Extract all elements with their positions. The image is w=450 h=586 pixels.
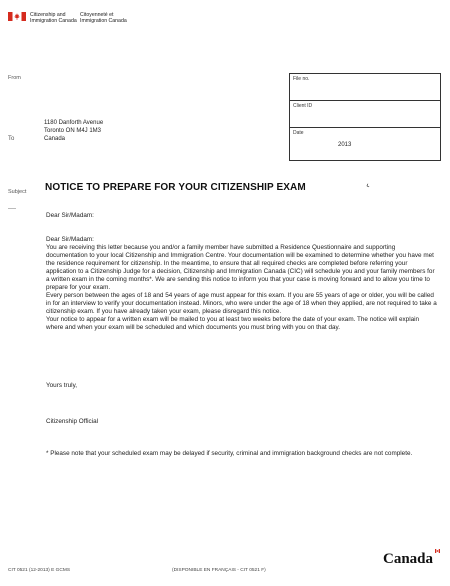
file-no-cell [290,74,440,101]
date-label: Date [293,130,304,136]
french-availability: (DISPONIBLE EN FRANÇAIS - CIT 0521 F) [172,568,266,573]
signer: Citizenship Official [46,418,99,425]
letter-salutation: Dear Sir/Madam: [46,236,94,243]
file-no-label: File no. [293,76,310,82]
recipient-address [44,119,103,143]
to-label: To [8,136,15,142]
dept-fr-line2: Immigration Canada [80,18,127,24]
canada-flag-icon [8,12,26,21]
closing: Yours truly, [46,382,78,389]
from-label: From [8,75,21,81]
subject-label: Subject [8,189,27,195]
address-line: Toronto ON M4J 1M3 [44,128,102,134]
subject-title: NOTICE TO PREPARE FOR YOUR CITIZENSHIP EXAM [45,182,306,193]
margin-tick [8,208,16,209]
dept-en-line2: Immigration Canada [30,18,77,24]
dept-en-line1: Citizenship and [30,12,66,18]
date-cell [290,128,440,161]
letter-paragraph: You are receiving this letter because you and/or a family member have submitted a Residence Questionnaire and supporting documentation to your local Citizenship and Immigration Centre. Your documentation will be examined to determine whether you have met the residence requirement for citizenship. In the meantime, to ensure that all required checks are completed before referring your application to a Citizenship Judge for a decision, Citizenship and Immigration Canada (CIC) will schedule you and your family members for a written exam in the coming months*. We are sending this notice to inform you that your case is moving forward and to allow you time to prepare for your exam. [46,244,435,291]
address-line: Canada [44,136,66,142]
form-code: CIT 0521 (12-2013) E GCMS [8,568,71,573]
letter-body [46,236,438,332]
client-id-label: Client ID [293,103,313,109]
date-value: 2013 [338,142,352,148]
letter-paragraph: Every person between the ages of 18 and 54 years of age must appear for this exam. If you are 55 years of age or older, you will be called in for an interview to verify your documentation instead. Minors, who were under the age of 18 when they applied, are not required to take a citizenship exam. If you have already taken your exam, please disregard this notice. [46,292,437,315]
canada-wordmark: Canada [383,551,434,567]
file-info-box [289,73,441,161]
client-id-cell [290,101,440,128]
handwritten-mark: ‹ [364,179,371,191]
address-line: 1180 Danforth Avenue [44,120,104,126]
department-name-english [30,12,77,24]
wordmark-flag-icon [435,549,440,553]
footnote: * Please note that your scheduled exam may be delayed if security, criminal and immigration background checks are not complete. [46,450,413,457]
dept-fr-line1: Citoyenneté et [80,12,114,18]
letter-paragraph: Your notice to appear for a written exam will be mailed to you at least two weeks before the date of your exam. The notice will explain where and when your exam will be scheduled and which documents you must bring with you on that day. [46,316,420,331]
salutation-top: Dear Sir/Madam: [46,212,94,219]
department-name-french [80,12,127,24]
